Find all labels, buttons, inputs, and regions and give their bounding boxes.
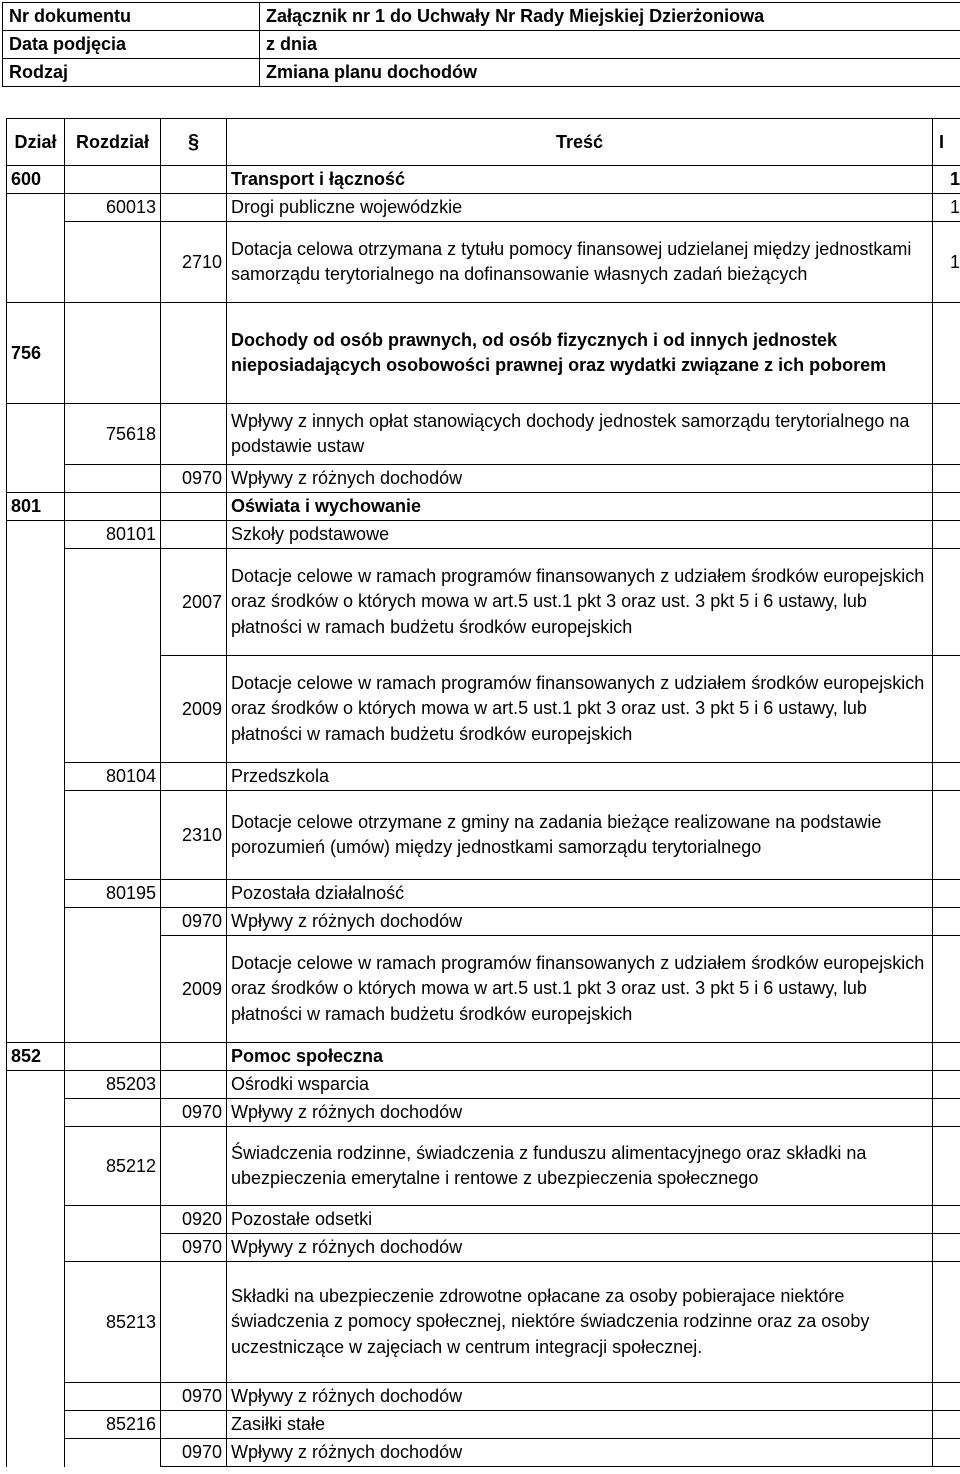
value-cell [933, 908, 960, 936]
dzial-cell [7, 763, 65, 791]
tresc-cell: Dotacje celowe otrzymane z gminy na zadania bieżące realizowane na podstawie porozumień (umów) między jednostkami samorządu terytorialnego [227, 791, 933, 880]
tresc-cell: Oświata i wychowanie [227, 493, 933, 521]
value-cell: 1 [933, 166, 960, 194]
paragraf-cell: 0970 [161, 1383, 227, 1411]
tresc-cell: Wpływy z różnych dochodów [227, 1439, 933, 1467]
dzial-cell [7, 521, 65, 549]
table-row [7, 1234, 960, 1262]
rozdzial-cell: 85216 [65, 1411, 161, 1439]
paragraf-cell [161, 521, 227, 549]
header-row [3, 31, 960, 59]
value-cell [933, 1383, 960, 1411]
tresc-cell: Transport i łączność [227, 166, 933, 194]
table-row [7, 763, 960, 791]
rozdzial-cell: 80101 [65, 521, 161, 549]
paragraf-cell: 0970 [161, 1439, 227, 1467]
rozdzial-cell: 80195 [65, 880, 161, 908]
dzial-cell [7, 1099, 65, 1127]
value-cell: 1 [933, 194, 960, 222]
value-cell [933, 763, 960, 791]
tresc-cell: Drogi publiczne wojewódzkie [227, 194, 933, 222]
paragraf-cell [161, 303, 227, 404]
column-header-extra: I [933, 119, 960, 166]
table-row [7, 908, 960, 936]
dzial-cell [7, 936, 65, 1043]
dzial-cell [7, 1234, 65, 1262]
paragraf-cell [161, 1411, 227, 1439]
value-cell [933, 1262, 960, 1383]
column-header-rozdzial: Rozdział [65, 119, 161, 166]
table-row [7, 303, 960, 404]
paragraf-cell: 2710 [161, 222, 227, 303]
tresc-cell: Świadczenia rodzinne, świadczenia z funduszu alimentacyjnego oraz składki na ubezpieczenia emerytalne i rentowe z ubezpieczenia społecznego [227, 1127, 933, 1206]
paragraf-cell [161, 1127, 227, 1206]
rozdzial-cell [65, 303, 161, 404]
tresc-cell: Wpływy z innych opłat stanowiących dochody jednostek samorządu terytorialnego na podstawie ustaw [227, 404, 933, 465]
value-cell [933, 549, 960, 656]
dzial-cell [7, 1206, 65, 1234]
tresc-cell: Wpływy z różnych dochodów [227, 465, 933, 493]
header-value: Zmiana planu dochodów [260, 59, 960, 87]
paragraf-cell [161, 1071, 227, 1099]
value-cell [933, 493, 960, 521]
value-cell [933, 465, 960, 493]
table-row [7, 1383, 960, 1411]
rozdzial-cell [65, 222, 161, 303]
table-row [7, 521, 960, 549]
header-label: Nr dokumentu [3, 3, 260, 31]
rozdzial-cell [65, 1383, 161, 1411]
paragraf-cell [161, 880, 227, 908]
value-cell: 1 [933, 222, 960, 303]
tresc-cell: Pozostała działalność [227, 880, 933, 908]
table-row [7, 166, 960, 194]
tresc-cell: Wpływy z różnych dochodów [227, 1099, 933, 1127]
paragraf-cell [161, 1043, 227, 1071]
dzial-cell [7, 656, 65, 763]
tresc-cell: Przedszkola [227, 763, 933, 791]
header-value: Załącznik nr 1 do Uchwały Nr Rady Miejskiej Dzierżoniowa [260, 3, 960, 31]
tresc-cell: Dotacje celowe w ramach programów finansowanych z udziałem środków europejskich oraz środków o których mowa w art.5 ust.1 pkt 3 oraz ust. 3 pkt 5 i 6 ustawy, lub płatności w ramach budżetu środków europejskich [227, 936, 933, 1043]
dzial-cell [7, 404, 65, 465]
table-row [7, 1206, 960, 1234]
income-change-table [6, 118, 960, 1467]
tresc-cell: Pozostałe odsetki [227, 1206, 933, 1234]
rozdzial-cell: 75618 [65, 404, 161, 465]
dzial-cell: 801 [7, 493, 65, 521]
value-cell [933, 656, 960, 763]
dzial-cell: 756 [7, 303, 65, 404]
paragraf-cell: 0970 [161, 1099, 227, 1127]
dzial-cell [7, 465, 65, 493]
table-row [7, 1043, 960, 1071]
paragraf-cell [161, 493, 227, 521]
column-header-paragraf [161, 119, 227, 166]
rozdzial-cell [65, 1206, 161, 1234]
paragraf-cell [161, 166, 227, 194]
tresc-cell: Pomoc społeczna [227, 1043, 933, 1071]
dzial-cell [7, 1127, 65, 1206]
dzial-cell [7, 1383, 65, 1411]
table-row [7, 1071, 960, 1099]
rozdzial-cell [65, 1234, 161, 1262]
tresc-cell: Dochody od osób prawnych, od osób fizycznych i od innych jednostek nieposiadających osobowości prawnej oraz wydatki związane z ich poborem [227, 303, 933, 404]
table-header-row [7, 119, 960, 166]
value-cell [933, 1099, 960, 1127]
dzial-cell: 852 [7, 1043, 65, 1071]
column-header-tresc: Treść [227, 119, 933, 166]
value-cell [933, 1043, 960, 1071]
table-row [7, 404, 960, 465]
paragraf-cell [161, 194, 227, 222]
rozdzial-cell: 85203 [65, 1071, 161, 1099]
table-row [7, 194, 960, 222]
dzial-cell [7, 549, 65, 656]
rozdzial-cell [65, 549, 161, 656]
value-cell [933, 791, 960, 880]
tresc-cell: Wpływy z różnych dochodów [227, 908, 933, 936]
tresc-cell: Wpływy z różnych dochodów [227, 1383, 933, 1411]
table-row [7, 1127, 960, 1206]
rozdzial-cell [65, 791, 161, 880]
value-cell [933, 1071, 960, 1099]
paragraf-cell: 2009 [161, 656, 227, 763]
paragraf-cell [161, 763, 227, 791]
tresc-cell: Dotacje celowe w ramach programów finansowanych z udziałem środków europejskich oraz środków o których mowa w art.5 ust.1 pkt 3 oraz ust. 3 pkt 5 i 6 ustawy, lub płatności w ramach budżetu środków europejskich [227, 549, 933, 656]
tresc-cell: Zasiłki stałe [227, 1411, 933, 1439]
value-cell [933, 1234, 960, 1262]
tresc-cell: Ośrodki wsparcia [227, 1071, 933, 1099]
dzial-cell [7, 1411, 65, 1439]
rozdzial-cell [65, 1099, 161, 1127]
dzial-cell [7, 194, 65, 222]
dzial-cell [7, 908, 65, 936]
value-cell [933, 1439, 960, 1467]
paragraf-cell: 2310 [161, 791, 227, 880]
dzial-cell [7, 880, 65, 908]
tresc-cell: Szkoły podstawowe [227, 521, 933, 549]
paragraf-cell [161, 1262, 227, 1383]
rozdzial-cell: 80104 [65, 763, 161, 791]
table-row [7, 1439, 960, 1467]
table-row [7, 1411, 960, 1439]
table-row [7, 791, 960, 880]
table-row [7, 1099, 960, 1127]
table-row [7, 549, 960, 656]
rozdzial-cell [65, 1043, 161, 1071]
value-cell [933, 1206, 960, 1234]
rozdzial-cell: 85212 [65, 1127, 161, 1206]
table-row [7, 656, 960, 763]
paragraf-cell: 2007 [161, 549, 227, 656]
rozdzial-cell [65, 465, 161, 493]
dzial-cell [7, 791, 65, 880]
value-cell [933, 521, 960, 549]
value-cell [933, 1411, 960, 1439]
rozdzial-cell: 85213 [65, 1262, 161, 1383]
rozdzial-cell [65, 936, 161, 1043]
dzial-cell: 600 [7, 166, 65, 194]
tresc-cell: Dotacje celowe w ramach programów finansowanych z udziałem środków europejskich oraz środków o których mowa w art.5 ust.1 pkt 3 oraz ust. 3 pkt 5 i 6 ustawy, lub płatności w ramach budżetu środków europejskich [227, 656, 933, 763]
rozdzial-cell [65, 493, 161, 521]
table-row [7, 1262, 960, 1383]
paragraf-cell: 0970 [161, 908, 227, 936]
value-cell [933, 880, 960, 908]
value-cell [933, 404, 960, 465]
header-label: Data podjęcia [3, 31, 260, 59]
paragraf-cell: 2009 [161, 936, 227, 1043]
rozdzial-cell [65, 1439, 161, 1467]
table-row [7, 465, 960, 493]
rozdzial-cell [65, 656, 161, 763]
rozdzial-cell [65, 166, 161, 194]
value-cell [933, 303, 960, 404]
document-header [2, 2, 960, 87]
header-row [3, 3, 960, 31]
dzial-cell [7, 222, 65, 303]
table-row [7, 493, 960, 521]
dzial-cell [7, 1262, 65, 1383]
dzial-cell [7, 1071, 65, 1099]
column-header-dzial: Dział [7, 119, 65, 166]
table-row [7, 880, 960, 908]
header-row [3, 59, 960, 87]
rozdzial-cell [65, 908, 161, 936]
value-cell [933, 1127, 960, 1206]
header-label: Rodzaj [3, 59, 260, 87]
tresc-cell: Dotacja celowa otrzymana z tytułu pomocy finansowej udzielanej między jednostkami samorządu terytorialnego na dofinansowanie własnych zadań bieżących [227, 222, 933, 303]
header-value: z dnia [260, 31, 960, 59]
paragraf-cell: 0970 [161, 465, 227, 493]
value-cell [933, 936, 960, 1043]
table-row [7, 222, 960, 303]
rozdzial-cell: 60013 [65, 194, 161, 222]
paragraph-icon: § [187, 130, 200, 153]
table-row [7, 936, 960, 1043]
paragraf-cell [161, 404, 227, 465]
paragraf-cell: 0970 [161, 1234, 227, 1262]
dzial-cell [7, 1439, 65, 1467]
tresc-cell: Wpływy z różnych dochodów [227, 1234, 933, 1262]
tresc-cell: Składki na ubezpieczenie zdrowotne opłacane za osoby pobierajace niektóre świadczenia z pomocy społecznej, niektóre świadczenia rodzinne oraz za osoby uczestniczące w zajęciach w centrum integracji społecznej. [227, 1262, 933, 1383]
paragraf-cell: 0920 [161, 1206, 227, 1234]
